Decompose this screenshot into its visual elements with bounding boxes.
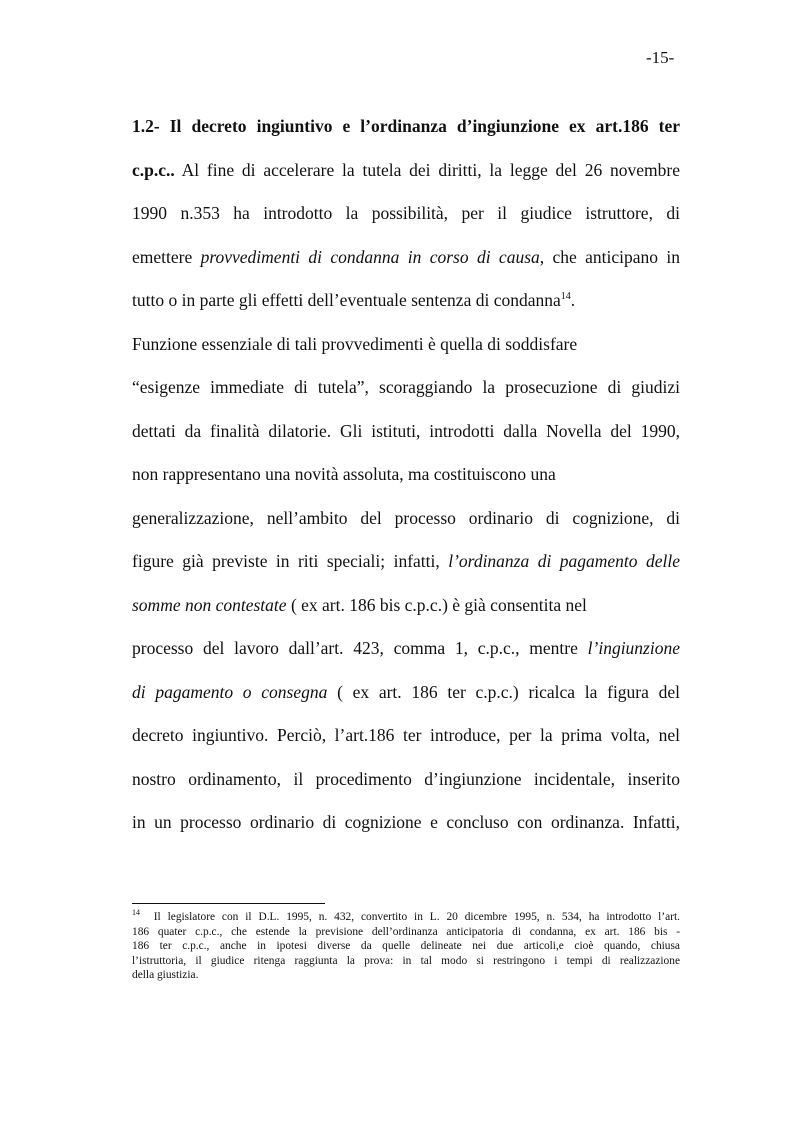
footnote-number: 14: [132, 908, 140, 918]
text-segment: ( ex art. 186 ter c.p.c.) ricalca la figura del: [327, 681, 680, 702]
page-number: -15-: [646, 48, 675, 67]
text-segment: Al fine di accelerare la tutela dei diritti, la legge del 26 novembre: [174, 159, 680, 180]
text-segment: nostro ordinamento, il procedimento d’ingiunzione incidentale, inserito: [132, 768, 680, 789]
body-line: [132, 463, 680, 485]
footnote-reference: 14: [560, 291, 571, 303]
body-line: [132, 289, 680, 311]
text-segment: c.p.c..: [132, 159, 175, 180]
text-segment: 1.2- Il decreto ingiuntivo e l’ordinanza d’ingiunzione ex art.186 ter: [132, 116, 680, 136]
text-segment: 1990 n.353 ha introdotto la possibilità, per il giudice istruttore, di: [132, 203, 680, 223]
body-line: [132, 594, 680, 616]
text-segment: figure già previste in riti speciali; infatti,: [132, 551, 449, 571]
footnote-line: [132, 925, 680, 939]
text-segment: di pagamento o consegna: [132, 681, 328, 702]
text-segment: generalizzazione, nell’ambito del processo ordinario di cognizione, di: [132, 507, 680, 528]
body-line: [132, 507, 680, 529]
text-segment: processo del lavoro dall’art. 423, comma 1, c.p.c., mentre: [132, 638, 588, 658]
footnote-separator: [132, 903, 325, 904]
body-line: [132, 724, 680, 746]
text-segment: l’ingiunzione: [587, 638, 680, 658]
footnote-line: [132, 910, 680, 924]
footnote-text: 186 quater c.p.c., che estende la previsione dell’ordinanza anticipatoria di condanna, ex art. 186 bis -: [132, 925, 680, 938]
body-line: [132, 768, 680, 790]
footnote-text: della giustizia.: [132, 969, 199, 982]
text-segment: Funzione essenziale di tali provvedimenti è quella di soddisfare: [132, 333, 578, 354]
footnote-text: l’istruttoria, il giudice ritenga raggiunta la prova: in tal modo si restringono i tempi di realizzazione: [132, 954, 680, 967]
text-segment: tutto o in parte gli effetti dell’eventuale sentenza di condanna: [132, 290, 561, 310]
footnote-line: [132, 939, 680, 953]
body-line: [132, 333, 680, 355]
body-line: [132, 159, 680, 181]
footnote-line: [132, 968, 680, 982]
footnote-text: Il legislatore con il D.L. 1995, n. 432, convertito in L. 20 dicembre 1995, n. 534, ha introdotto l’art.: [153, 911, 680, 923]
body-line: [132, 681, 680, 703]
text-segment: somme non contestate: [132, 594, 287, 615]
text-segment: .: [570, 290, 576, 310]
text-segment: , che anticipano in: [539, 246, 680, 267]
body-line: [132, 376, 680, 398]
text-segment: emettere: [132, 246, 201, 267]
text-segment: dettati da finalità dilatorie. Gli istituti, introdotti dalla Novella del 1990,: [132, 420, 680, 441]
body-line: [132, 115, 680, 137]
body-line: [132, 420, 680, 442]
text-segment: “esigenze immediate di tutela”, scoraggiando la prosecuzione di giudizi: [132, 377, 680, 397]
body-line: [132, 550, 680, 572]
footnote-line: [132, 954, 680, 968]
text-segment: decreto ingiuntivo. Perciò, l’art.186 ter introduce, per la prima volta, nel: [132, 725, 680, 745]
body-line: [132, 811, 680, 833]
text-segment: in un processo ordinario di cognizione e concluso con ordinanza. Infatti,: [132, 812, 680, 832]
body-line: [132, 246, 680, 268]
text-segment: ( ex art. 186 bis c.p.c.) è già consentita nel: [286, 594, 587, 615]
text-segment: l’ordinanza di pagamento delle: [448, 551, 680, 571]
body-line: [132, 637, 680, 659]
footnote-text: 186 ter c.p.c., anche in ipotesi diverse da quelle delineate nei due articoli,e cioè quando, chiusa: [132, 940, 680, 953]
text-segment: provvedimenti di condanna in corso di causa: [200, 246, 540, 267]
body-line: [132, 202, 680, 224]
text-segment: non rappresentano una novità assoluta, ma costituiscono una: [132, 464, 556, 484]
